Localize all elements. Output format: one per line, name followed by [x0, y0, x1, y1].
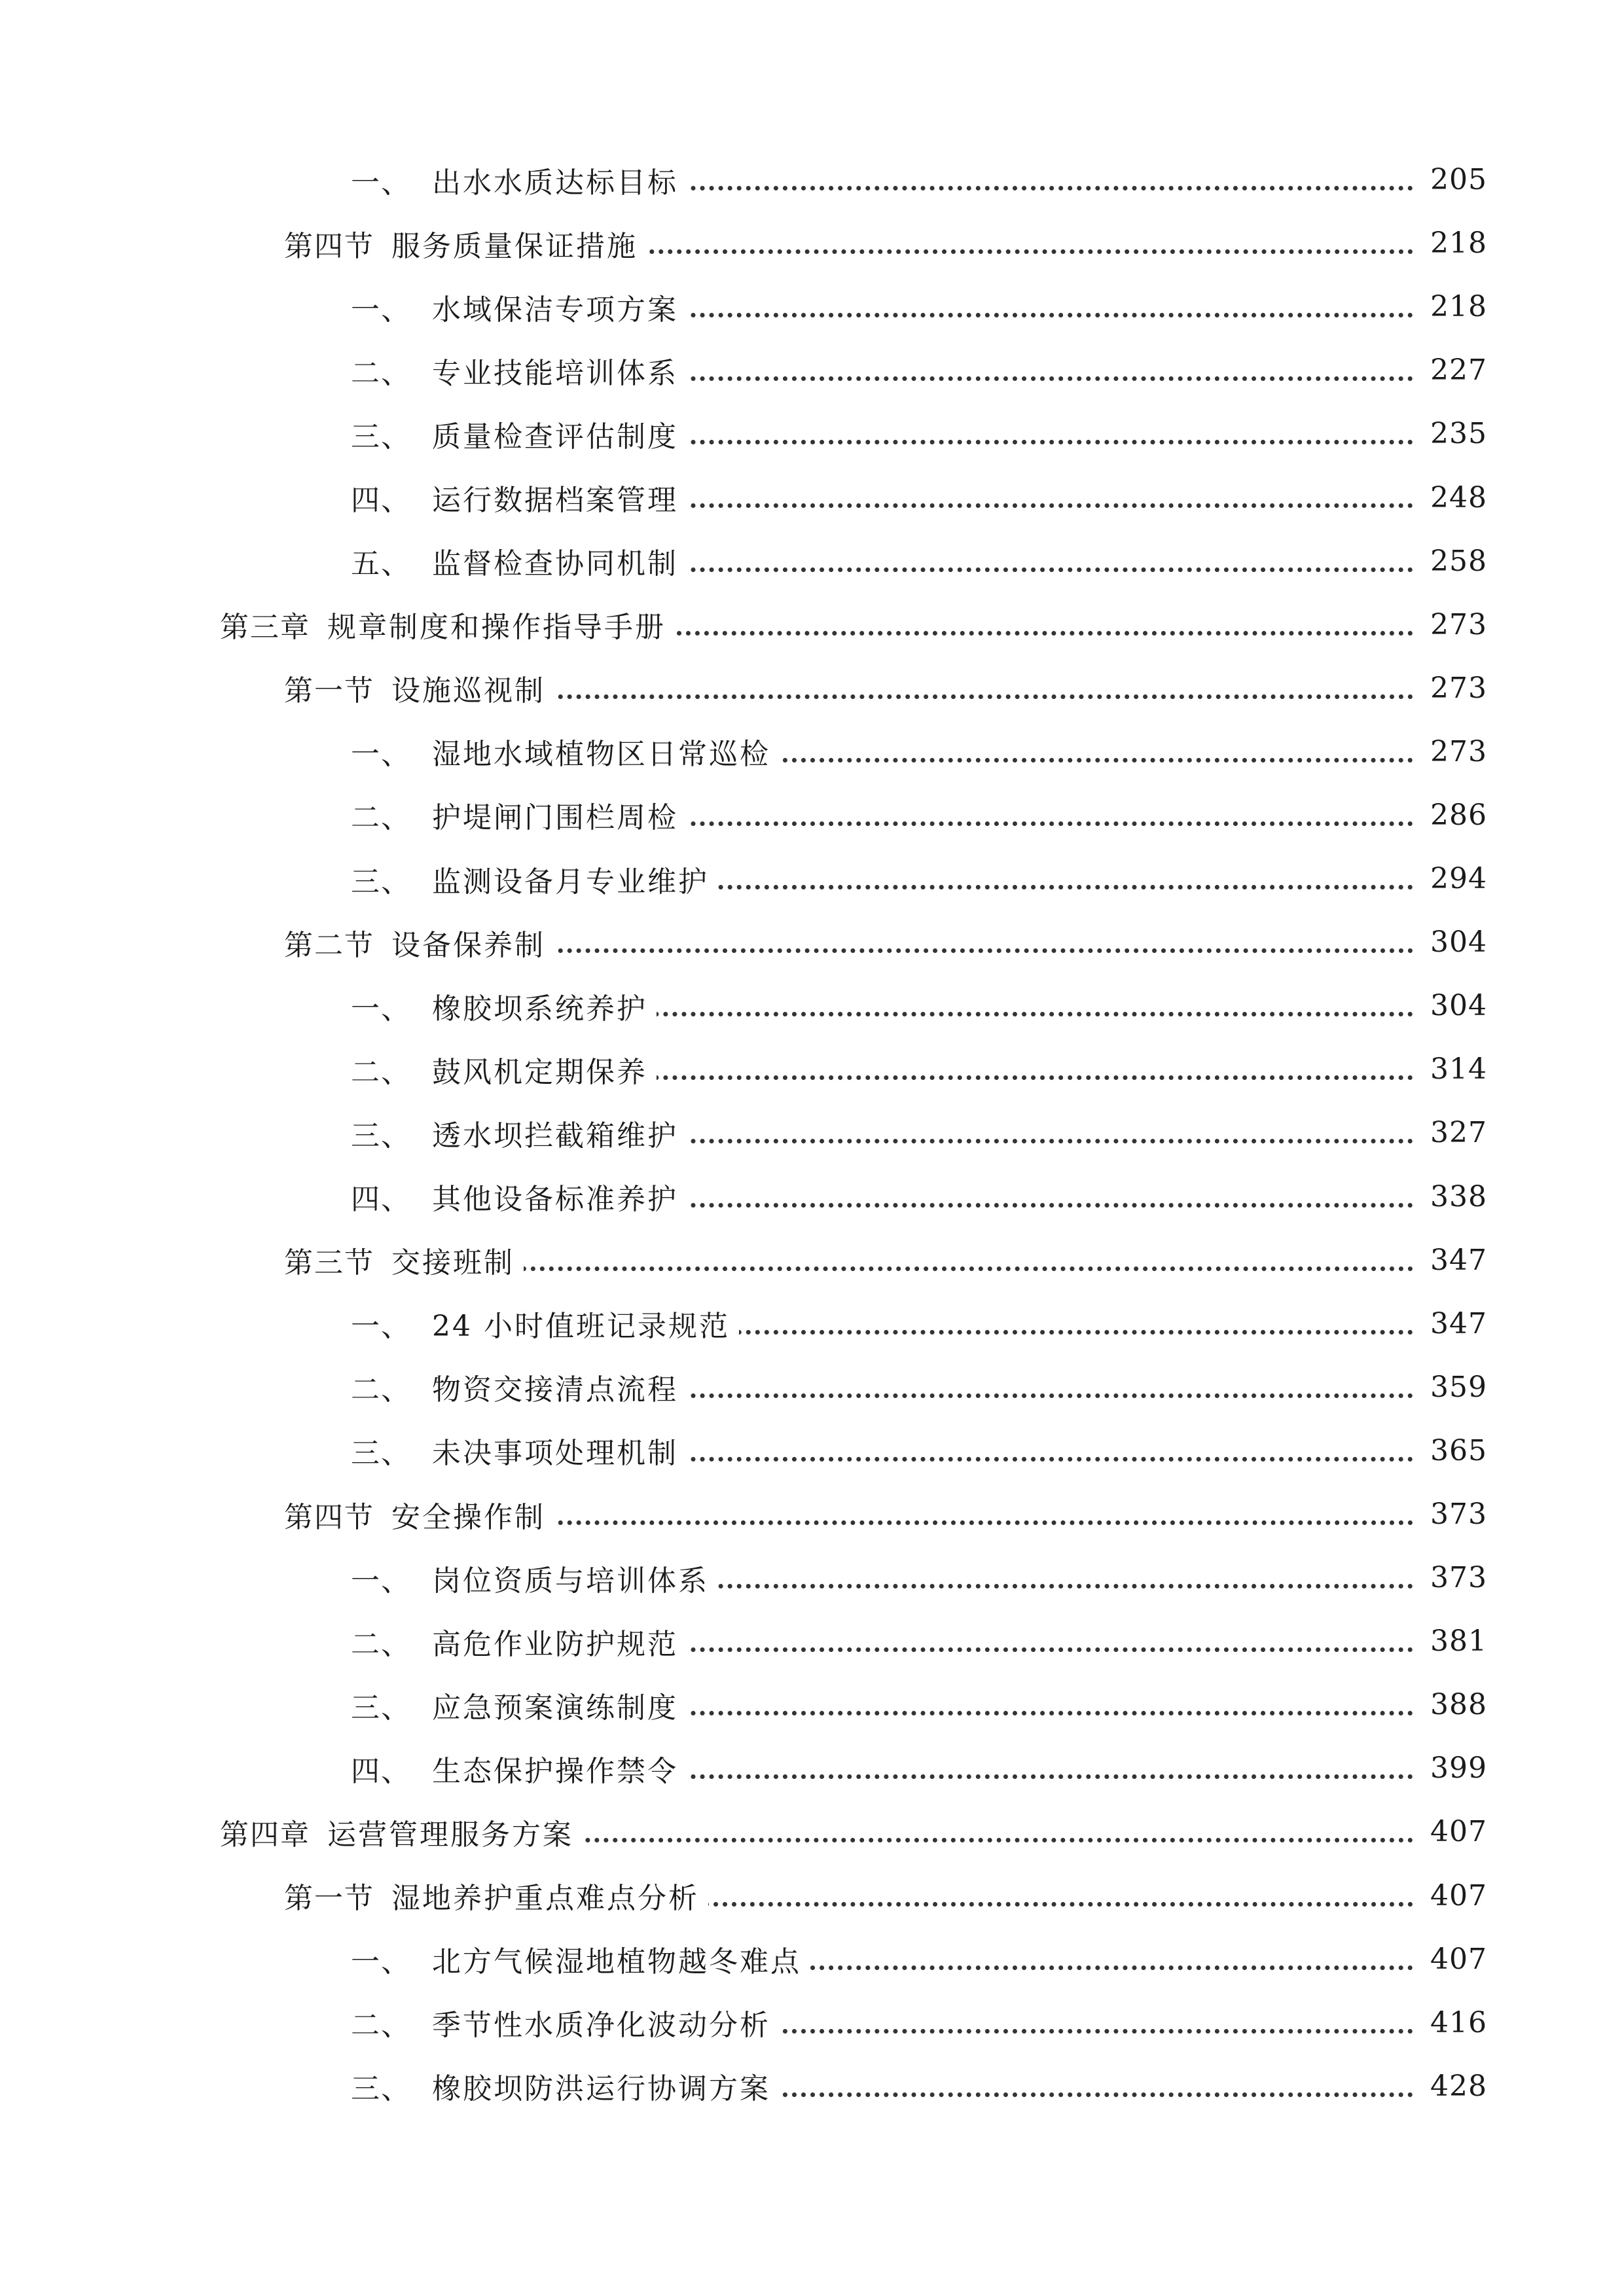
toc-entry-number: 一、: [351, 1945, 411, 1979]
toc-entry-page-number: 338: [1414, 1180, 1487, 1213]
toc-entry[interactable]: [0, 783, 1624, 847]
toc-entry-number: 第四节: [284, 1500, 374, 1534]
toc-entry[interactable]: [0, 1991, 1624, 2054]
toc-entry-page-number: 294: [1414, 862, 1487, 895]
toc-entry[interactable]: [0, 529, 1624, 593]
toc-entry-page-number: 273: [1414, 735, 1487, 768]
toc-entry-page-number: 273: [1414, 608, 1487, 641]
toc-entry-number: 一、: [351, 738, 411, 772]
toc-entry-label: [351, 985, 657, 1027]
toc-entry-title: 季节性水质净化波动分析: [432, 2009, 770, 2043]
toc-entry-title: 24 小时值班记录规范: [432, 1310, 730, 1344]
toc-entry-number: 二、: [351, 356, 411, 390]
toc-entry[interactable]: [0, 974, 1624, 1037]
toc-entry-page-number: 407: [1414, 1815, 1487, 1848]
toc-entry-label: [351, 413, 687, 455]
toc-entry-page-number: 218: [1414, 226, 1487, 260]
toc-entry[interactable]: [0, 910, 1624, 974]
toc-entry-number: 二、: [351, 2009, 411, 2043]
toc-entry[interactable]: [0, 1292, 1624, 1355]
toc-entry-label: [284, 1494, 554, 1535]
toc-entry-label: [351, 1366, 687, 1408]
toc-entry-page-number: 373: [1414, 1498, 1487, 1531]
toc-entry-title: 监测设备月专业维护: [432, 865, 709, 899]
toc-entry-label: [351, 476, 687, 518]
toc-entry-label: [351, 794, 687, 836]
toc-entry-title: 鼓风机定期保养: [432, 1055, 647, 1089]
toc-entry-number: 三、: [351, 865, 411, 899]
toc-entry-number: 二、: [351, 1373, 411, 1407]
toc-entry[interactable]: [0, 1229, 1624, 1292]
toc-entry[interactable]: [0, 847, 1624, 910]
toc-entry[interactable]: [0, 2054, 1624, 2118]
toc-entry-number: 五、: [351, 547, 411, 581]
toc-entry[interactable]: [0, 593, 1624, 656]
toc-entry[interactable]: [0, 1928, 1624, 1991]
toc-entry[interactable]: [0, 1864, 1624, 1928]
toc-entry-number: 二、: [351, 1627, 411, 1661]
toc-entry-title: 设备保养制: [391, 928, 545, 962]
toc-entry-label: [284, 1874, 708, 1916]
toc-entry-label: [220, 603, 675, 645]
toc-entry-number: 四、: [351, 484, 411, 518]
toc-entry-title: 高危作业防护规范: [432, 1627, 678, 1661]
toc-entry-page-number: 365: [1414, 1434, 1487, 1467]
toc-entry-label: [351, 540, 687, 582]
toc-entry-label: [351, 1112, 687, 1154]
toc-entry-label: [351, 1684, 687, 1726]
toc-entry[interactable]: [0, 1482, 1624, 1546]
toc-entry-page-number: 235: [1414, 417, 1487, 450]
toc-entry-number: 第四章: [220, 1818, 310, 1852]
toc-entry-label: [351, 2065, 780, 2107]
toc-entry-title: 其他设备标准养护: [432, 1183, 678, 1217]
toc-entry-page-number: 388: [1414, 1688, 1487, 1721]
toc-entry-label: [351, 1049, 657, 1090]
toc-entry[interactable]: [0, 275, 1624, 338]
toc-entry-number: 第四节: [284, 229, 374, 263]
toc-entry-page-number: 407: [1414, 1879, 1487, 1912]
toc-entry-number: 一、: [351, 293, 411, 327]
toc-entry[interactable]: [0, 1546, 1624, 1609]
toc-entry-page-number: 416: [1414, 2006, 1487, 2039]
toc-entry-page-number: 407: [1414, 1943, 1487, 1976]
toc-entry-number: 四、: [351, 1754, 411, 1788]
toc-entry-label: [351, 858, 718, 900]
toc-entry[interactable]: [0, 1037, 1624, 1101]
toc-entry-label: [351, 159, 687, 201]
toc-entry[interactable]: [0, 1355, 1624, 1419]
toc-entry-title: 交接班制: [391, 1246, 514, 1280]
toc-entry-number: 三、: [351, 2072, 411, 2106]
toc-entry-title: 透水坝拦截箱维护: [432, 1119, 678, 1153]
toc-entry-title: 生态保护操作禁令: [432, 1754, 678, 1788]
toc-entry-title: 橡胶坝防洪运行协调方案: [432, 2072, 770, 2106]
toc-entry[interactable]: [0, 720, 1624, 783]
toc-entry-number: 二、: [351, 801, 411, 835]
toc-entry-label: [351, 1175, 687, 1217]
toc-entry[interactable]: [0, 338, 1624, 402]
toc-entry-page-number: 273: [1414, 672, 1487, 705]
toc-entry[interactable]: [0, 1800, 1624, 1863]
toc-entry-title: 专业技能培训体系: [432, 356, 678, 390]
toc-entry[interactable]: [0, 656, 1624, 720]
toc-entry-title: 服务质量保证措施: [391, 229, 638, 263]
toc-entry-label: [351, 1302, 739, 1344]
toc-entry-title: 运营管理服务方案: [327, 1818, 573, 1852]
toc-entry-number: 第一节: [284, 674, 374, 708]
toc-entry-title: 安全操作制: [391, 1500, 545, 1534]
toc-entry-number: 第一节: [284, 1882, 374, 1916]
toc-entry-title: 出水水质达标目标: [432, 166, 678, 200]
toc-entry-page-number: 373: [1414, 1561, 1487, 1594]
toc-entry-page-number: 347: [1414, 1244, 1487, 1277]
toc-entry-page-number: 218: [1414, 290, 1487, 323]
toc-entry-page-number: 347: [1414, 1307, 1487, 1340]
toc-entry-title: 设施巡视制: [391, 674, 545, 708]
toc-entry-number: 四、: [351, 1183, 411, 1217]
toc-entry-number: 第二节: [284, 928, 374, 962]
toc-entry-title: 规章制度和操作指导手册: [327, 611, 666, 645]
toc-entry-title: 湿地养护重点难点分析: [391, 1882, 699, 1916]
toc-entry-number: 三、: [351, 1119, 411, 1153]
toc-entry-label: [351, 1557, 718, 1599]
toc-entry[interactable]: [0, 1673, 1624, 1736]
toc-entry-page-number: 399: [1414, 1751, 1487, 1785]
toc-entry-page-number: 428: [1414, 2070, 1487, 2103]
toc-entry-label: [351, 1938, 810, 1980]
toc-entry-page-number: 359: [1414, 1371, 1487, 1404]
toc-entry[interactable]: [0, 1419, 1624, 1482]
toc-entry-label: [351, 730, 780, 772]
table-of-contents: [0, 148, 1624, 2118]
toc-entry-number: 三、: [351, 1691, 411, 1725]
toc-entry-label: [284, 922, 554, 963]
toc-entry-number: 第三节: [284, 1246, 374, 1280]
toc-entry-title: 监督检查协同机制: [432, 547, 678, 581]
toc-entry-title: 质量检查评估制度: [432, 420, 678, 454]
toc-entry-title: 护堤闸门围栏周检: [432, 801, 678, 835]
toc-entry-number: 一、: [351, 1564, 411, 1598]
toc-entry-page-number: 327: [1414, 1116, 1487, 1149]
toc-entry-page-number: 304: [1414, 989, 1487, 1022]
toc-entry-label: [351, 1429, 687, 1471]
toc-entry-label: [284, 1239, 524, 1281]
toc-entry-page-number: 205: [1414, 163, 1487, 196]
toc-entry-number: 一、: [351, 166, 411, 200]
toc-entry-title: 湿地水域植物区日常巡检: [432, 738, 770, 772]
toc-entry[interactable]: [0, 1609, 1624, 1673]
toc-entry-title: 岗位资质与培训体系: [432, 1564, 709, 1598]
toc-entry-title: 未决事项处理机制: [432, 1437, 678, 1471]
toc-entry[interactable]: [0, 211, 1624, 275]
toc-entry[interactable]: [0, 148, 1624, 211]
toc-entry-number: 一、: [351, 1310, 411, 1344]
toc-entry-label: [284, 223, 647, 264]
toc-entry-number: 一、: [351, 992, 411, 1026]
toc-entry-title: 应急预案演练制度: [432, 1691, 678, 1725]
toc-entry-label: [220, 1811, 583, 1853]
toc-entry[interactable]: [0, 402, 1624, 465]
toc-entry[interactable]: [0, 1736, 1624, 1800]
toc-entry-page-number: 314: [1414, 1052, 1487, 1086]
toc-entry-title: 橡胶坝系统养护: [432, 992, 647, 1026]
toc-entry-number: 三、: [351, 420, 411, 454]
toc-entry[interactable]: [0, 1165, 1624, 1229]
toc-entry-page-number: 381: [1414, 1624, 1487, 1658]
toc-entry-title: 运行数据档案管理: [432, 484, 678, 518]
toc-entry-number: 三、: [351, 1437, 411, 1471]
toc-entry-label: [351, 1621, 687, 1662]
toc-entry-label: [351, 286, 687, 328]
toc-entry-page-number: 248: [1414, 481, 1487, 514]
toc-entry-label: [351, 350, 687, 391]
toc-entry-page-number: 286: [1414, 798, 1487, 832]
toc-entry-page-number: 304: [1414, 925, 1487, 959]
toc-entry-number: 二、: [351, 1055, 411, 1089]
toc-entry[interactable]: [0, 465, 1624, 529]
toc-entry-title: 水域保洁专项方案: [432, 293, 678, 327]
toc-entry-label: [284, 667, 554, 709]
toc-entry-title: 北方气候湿地植物越冬难点: [432, 1945, 801, 1979]
toc-entry-page-number: 227: [1414, 353, 1487, 387]
toc-entry[interactable]: [0, 1101, 1624, 1164]
toc-entry-label: [351, 1748, 687, 1789]
toc-entry-label: [351, 2001, 780, 2043]
toc-entry-number: 第三章: [220, 611, 310, 645]
toc-entry-page-number: 258: [1414, 545, 1487, 578]
toc-entry-title: 物资交接清点流程: [432, 1373, 678, 1407]
